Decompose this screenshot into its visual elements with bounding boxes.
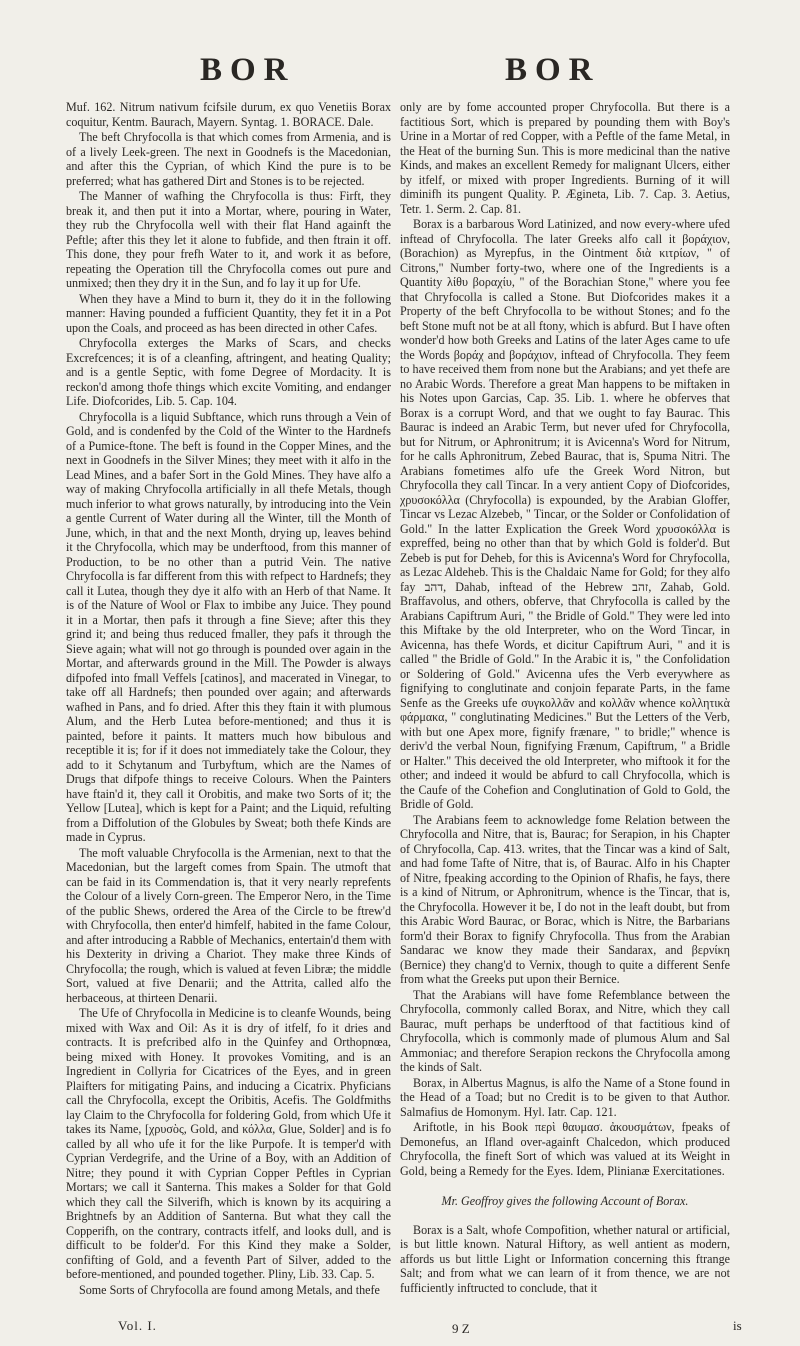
volume-label: Vol. I. — [118, 1318, 157, 1333]
paragraph: Borax is a barbarous Word Latinized, and now every-where ufed inftead of Chryfocolla. The later Greeks alfo call it βοράχιον, (Borachion) as Myrepfus, in the Ointment διὰ κιτρίων, " of Citrons," Number forty-two, where one of the Ingredients is a Quantity λίθυ βοραχίυ, " of the Borachian Stone," where you fee that Chryfocolla is called a Stone. But Diofcorides makes it a Property of the beft Chryfocolla to be without Stones; and fo the beft Stone muft not be at all ftony, which is abfurd. But I have often wonder'd how both Greeks and Latins of the later Ages came to ufe the Words βοράχ and βοράχιον, inftead of Chryfocolla. They feem to have received them from none but the Arabians; and yet thefe are no Arabic Words. Therefore a great Man happens to be miftaken in his Notes upon Garcias, Cap. 35. Lib. 1. where he obferves that Borax is a corrupt Word, and that we ought to fay Baurac. This Baurac is indeed an Arabic Term, but never ufed for Chryfocolla, but for Nitrum, or Aphronitrum; it is Avicenna's Word for Nitrum, for he calls Aphronitrum, Zebed Baurac, that is, Spuma Nitri. The Arabians fometimes alfo ufe the Greek Word Nitron, but Chryfocolla they call Tincar. In a very antient Copy of Diofcorides, χρυσοκόλλα (Chryfocolla) is expounded, by the Arabian Gloffer, Tincar vs Lezac Alzebeb, " Tincar, or the Solder or Confolidation of Gold." In the latter Explication the Greek Word χρυσοκόλλα is expreffed, being no other than that by which Gold is folder'd. But Zebeb is put for Deheb, for this is Avicenna's Word for Chryfocolla, as Lezac Aldeheb. This is the Chaldaic Name for Gold; for they alfo fay דהב, Dahab, inftead of the Hebrew זהב, Zahab, Gold. Braffavolus, and others, obferve, that Chryfocolla is called by the Arabians Capiftrum Auri, " the Bridle of Gold." They were led into this Miftake by the old Interpreter, who on the Word Tincar, in Avicenna, has thefe Words, et dicitur Capiftrum Auri, " and it is called " the Bridle of Gold." In the Arabic it is, " the Confolidation or Soldering of Gold." Avicenna ufes the Verb everywhere as fignifying to conglutinate and conjoin feparate Parts, in the fame Senfe as the Greeks ufe συγκολλᾶν and κολλᾶν whence κολλητικὰ φάρμακα, " conglutinating Medicines." But the Letters of the Verb, with but one Apex more, fignify frænare, " to bridle;" whence is deriv'd the verbal Noun, fignifying Frænum, Capiftrum, " a Bridle or Halter." This deceived the old Interpreter, who miftook it for the other; and indeed it would be abfurd to call Chryfocolla, which is the Caufe of the Cohefion and Conglutination of Gold to Gold, the Bridle of Gold. — [400, 217, 731, 811]
paragraph: Borax, in Albertus Magnus, is alfo the Name of a Stone found in the Head of a Toad; but no Credit is to be given to that Author. Salmafius de Homonym. Hyl. Iatr. Cap. 121. — [400, 1075, 730, 1119]
paragraph: When they have a Mind to burn it, they do it in the following manner: Having pounded a fufficient Quantity, they fet it in a Pot upon the Coals, and proceed as has been directed in other Cafes. — [66, 291, 391, 335]
headword-right: BOR — [505, 52, 601, 88]
paragraph: Chryfocolla is a liquid Subftance, which runs through a Vein of Gold, and is condenfed by the Cold of the Winter to the Hardnefs of a Pumice-ftone. The beft is found in the Copper Mines, and the next in Goodnefs in the Silver Mines; they meet with it alfo in the Lead Mines, and a bafer Sort in the Gold Mines. They have alfo a way of making Chryfocolla artificially in all thefe Metals, though much inferior to what grows naturally, by introducing into the Vein a gentle Current of Water during all the Winter, till the Month of June, which, in that and the next Month, drying up, leaves behind it the Chryfocolla, which may be underftood, from this manner of Production, to be no other than a putrid Vein. The native Chryfocolla is far different from this with refpect to Hardnefs; they call it Lutea, though they dye it alfo with an Herb of that Name. It is of the Nature of Wool or Flax to imbibe any Juice. They pound it in a Mortar, then pafs it through a fine Sieve; after this they grind it; and being thus reduced fmaller, they pafs it through the Sieve again; what will not go through is pounded over again in the Mortar, and afterwards ground in the Mill. The Powder is always difpofed into fmall Veffels [catinos], and macerated in Vinegar, to take off all Hardnefs; then pounded over again; and afterwards wafhed in Pans, and fo dried. After this they ftain it with plumous Alum, and the Herb Lutea before-mentioned; and thus it is painted, before it paints. It matters much how bibulous and receptible it is; for if it does not immediately take the Colour, they add to it Schytanum and Turbyftum, which are the Names of Drugs that difpofe things to receive Colours. When the Painters have ftain'd it, they call it Orobitis, and make two Sorts of it; the Yellow [Lutea], which is kept for a Paint; and the Liquid, refulting from a Diffolution of the Globules by Sweat; both thefe Kinds are made in Cyprus. — [66, 409, 391, 844]
signature-mark: 9 Z — [452, 1321, 470, 1336]
paragraph: Chryfocolla exterges the Marks of Scars, and checks Excrefcences; it is of a cleanfing, aftringent, and heating Quality; and is a gentle Septic, with fome Degree of Mordacity. It is reckon'd among thofe things which excite Vomiting, and endanger Life. Diofcorides, Lib. 5. Cap. 104. — [66, 336, 391, 408]
page-footer — [0, 1318, 800, 1338]
paragraph: The Manner of wafhing the Chryfocolla is thus: Firft, they break it, and then put it into a Mortar, where, pouring in Water, they rub the Chryfocolla well with their flat Hand againft the Peftle; after this they let it alone to fubfide, and then ftrain it off. This done, they pour frefh Water to it, and work it as before, repeating the Operation till the Chryfocolla comes out pure and unmixed; then they dry it in the Sun, and fo lay it up for Ufe. — [66, 189, 391, 290]
catchword: is — [733, 1318, 742, 1333]
paragraph: only are by fome accounted proper Chryfocolla. But there is a factitious Sort, which is prepared by pounding them with Boy's Urine in a Mortar of red Copper, with a Peftle of the fame Metal, in the Heat of the burning Sun. This is more medicinal than the native Kinds, and makes an excellent Remedy for malignant Ulcers, either by itfelf, or mixed with proper Ingredients. Burning of it will diminifh its pungent Quality. P. Ægineta, Lib. 7. Cap. 3. Aetius, Tetr. 1. Serm. 2. Cap. 81. — [400, 100, 730, 216]
paragraph: The beft Chryfocolla is that which comes from Armenia, and is of a lively Leek-green. The next in Goodnefs is the Macedonian, and after this the Cyprian, of which Kind the pure is to be preferred; what has gathered Dirt and Stones is to be rejected. — [66, 130, 391, 188]
section-heading: Mr. Geoffroy gives the following Account of Borax. — [441, 1194, 689, 1208]
headword-left: BOR — [200, 52, 296, 88]
paragraph: The Arabians feem to acknowledge fome Relation between the Chryfocolla and Nitre, that is, Baurac; for Serapion, in his Chapter of Chryfocolla, Cap. 413. writes, that the Tincar was a kind of Salt, and had fome Tafte of Nitre, that is, of Baurac. Alfo in his Chapter of Nitre, fpeaking according to the Opinion of Rhafis, he fays, there is a kind of Nitrum, or Aphronitrum, whence is the Tincar, that is, the Chryfocolla. However it be, I do not in the leaft doubt, but from this Arabic Word Baurac, or Borac, which is Nitre, the Barbarians form'd their Borax to fignify Chryfocolla. Thus from the Arabian Sandarac we know they made their Sandarax, and βερνίκη (Bernice) they chang'd to Vernix, though to quite a different Senfe from what the Greeks put upon their Bernice. — [400, 812, 730, 986]
paragraph: That the Arabians will have fome Refemblance between the Chryfocolla, commonly called Borax, and Nitre, which they call Baurac, muft perhaps be underftood of that factitious kind of Chryfocolla, which is commonly made of plumous Alum and Sal Ammoniac; and therefore Serapion reckons the Chryfocolla among the kinds of Salt. — [400, 987, 730, 1074]
paragraph: Muf. 162. Nitrum nativum fcifsile durum, ex quo Venetiis Borax coquitur, Kentm. Baurach, Mayern. Syntag. 1. BORACE. Dale. — [66, 100, 391, 129]
running-header — [0, 52, 800, 102]
paragraph: The Ufe of Chryfocolla in Medicine is to cleanfe Wounds, being mixed with Wax and Oil: As it is dry of itfelf, fo it dries and contracts. It is prefcribed alfo in the Quinfey and Orthopnœa, being mixed with Honey. It provokes Vomiting, and is an Ingredient in Collyria for Cicatrices of the Eyes, and in green Plaifters for mitigating Pains, and inducing a Cicatrix. Phyficians call the Chryfocolla, except the Oribitis, Acefis. The Goldfmiths lay Claim to the Chryfocolla for foldering Gold, from which Ufe it takes its Name, [χρυσὸς, Gold, and κόλλα, Glue, Solder] and is fo called by all who ufe it for the like Purpofe. It is temper'd with Cyprian Verdegrife, and the Urine of a Boy, with an Addition of Nitre; they pound it with Cyprian Copper Peftles in Cyprian Mortars; we call it Santerna. This makes a Solder for that Gold which they call the Silverifh, which is known by its acquiring a Brightnefs by an Addition of Santerna. But what they call the Copperifh, on the contrary, contracts itfelf, and looks dull, and is difficult to be folder'd. For this Kind they make a Solder, confifting of Gold, and a feventh Part of Silver, added to the before-mentioned, and pounded together. Pliny, Lib. 33. Cap. 5. — [66, 1006, 391, 1281]
paragraph: Borax is a Salt, whofe Compofition, whether natural or artificial, is but little known. Natural Hiftory, as well antient as modern, affords us but little Light or Information concerning this ftrange Salt; and from what we can learn of it from thence, we are not fufficiently inftructed to conclude, that it — [400, 1222, 730, 1295]
left-column — [66, 100, 391, 1298]
paragraph: The moft valuable Chryfocolla is the Armenian, next to that the Macedonian, but the largeft comes from Spain. The utmoft that can be faid in its Commendation is, that it very nearly reprefents the Colour of a lively Corn-green. The Emperor Nero, in the Time of the public Shews, ordered the Area of the Circle to be ftrew'd with Chryfocolla, then enter'd himfelf, habited in the fame Colour, and after introducing a Rabble of Mechanics, entertain'd them with his Dexterity in driving a Chariot. They make three Kinds of Chryfocolla; the rough, which is valued at feven Libræ; the middle Sort, valued at five Denarii; and the Attrita, called alfo the herbaceous, at thirteen Denarii. — [66, 845, 391, 1005]
right-column — [400, 100, 730, 1296]
paragraph: Some Sorts of Chryfocolla are found among Metals, and thefe — [79, 1282, 380, 1297]
paragraph: Ariftotle, in his Book περὶ θαυμασ. ἀκουσμάτων, fpeaks of Demonefus, an Ifland over-againft Chalcedon, which produced Chryfocolla, the fineft Sort of which was valued at its Weight in Gold, being a Remedy for the Eyes. Idem, Plinianæ Exercitationes. — [400, 1120, 730, 1178]
